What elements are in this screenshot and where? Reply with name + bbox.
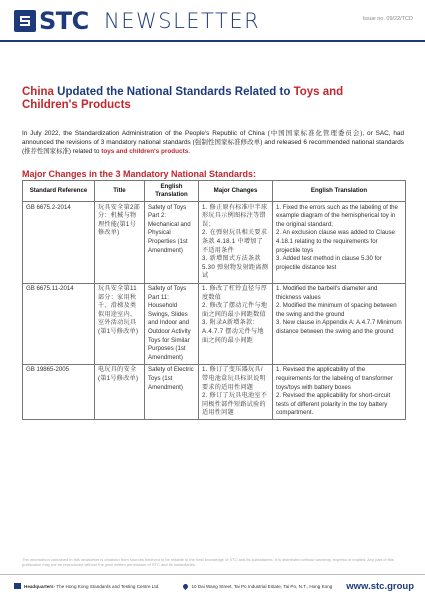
stc-logo [14,9,89,33]
location-pin-icon [182,582,189,589]
intro-text: In July 2022, the Standardization Administration of the People's Republic of China (中国国家标准化管理委员会), or SAC, had announced the revisions of 3 mandatory national standards (强制性国家标准修改单) and released 6 recommended national standards (推荐性国家标准) related to [22,130,404,156]
title-country: China [22,86,54,98]
website-link[interactable]: www.stc.group [346,580,414,592]
section-heading: Major Changes in the 3 Mandatory National Standards: [22,169,257,179]
footer-divider [0,574,425,575]
header-standard: Standard Reference [23,181,95,202]
title-subject: Toys and Children's Products [22,86,344,111]
hq-name: - The Hong Kong Standards and Testing Centre Ltd. [53,583,160,589]
header-english: English Translation [145,181,199,202]
intro-highlight: toys and children's products [101,148,189,156]
article-title [22,86,402,112]
intro-paragraph [22,129,404,156]
page-footer [14,580,414,592]
newsletter-header [0,0,425,42]
title-chinese: 玩具安全第2部分：机械与物理性能(第1号修改单) [95,202,145,283]
header-title: Title [95,181,145,202]
title-english: Safety of Toys Part 2: Mechanical and Physical Properties (1st Amendment) [145,202,199,283]
changes-chinese: 1. 修订了变压器玩具/带电池盒玩具标识说明要求的适用性问题 2. 修订了玩具电池室不同极性部件短路试验的适用性问题 [199,364,273,420]
issue-number: Issue no. 09/22/TCD [362,16,413,22]
changes-english: 1. Fixed the errors such as the labeling of the example diagram of the hemispherical toy in the original standard; 2. An exclusion clause was added to Clause 4.18.1 relating to the requirements for projectile toys 3. Added test method in clause 5.30 for projectile distance test [273,202,406,283]
title-english: Safety of Electric Toys (1st Amendment) [145,364,199,420]
header-changes: Major Changes [199,181,273,202]
intro-end: . [188,148,191,156]
standard-ref: GB 6675.11-2014 [23,283,95,364]
newsletter-label: NEWSLETTER [104,9,261,33]
changes-chinese: 1. 修改了杠铃直径与厚度数值 2. 修改了摆动元件与地面之间的最小间距数值 3. 附录A新增条款：A.4.7.7 摆动元件与地面之间的最小间距 [199,283,273,364]
table-header-row [23,181,406,202]
hq-address: 10 Dai Wang Street, Tai Po Industrial Estate, Tai Po, N.T., Hong Kong [191,583,333,589]
standard-ref: GB 19865-2005 [23,364,95,420]
changes-english: 1. Revised the applicability of the requirements for the labeling of transformer toys/toys with battery boxes 2. Revised the applicability for short-circuit tests of different polarity in the toy battery compartment. [273,364,406,420]
title-middle: Updated the National Standards Related to [53,86,294,98]
hq-label: Headquarters [24,583,54,589]
standard-ref: GB 6675.2-2014 [23,202,95,283]
standards-table [22,180,406,420]
title-chinese: 电玩具的安全(第1号修改单) [95,364,145,420]
title-chinese: 玩具安全第11部分：家用秋千、滑梯及类似用途室内、室外活动玩具(第1号修改单) [95,283,145,364]
disclaimer: The information contained in this newsletter is obtained from sources believed to be reliable to the best knowledge of STC and its subsidiaries. It is distributed without warranty, express or implied. Any part of this publication may not be reproduced without the prior written permission of STC and its subsidiaries. [22,557,394,567]
table-row [23,202,406,283]
building-icon [14,583,21,589]
stc-mark-icon [14,10,36,32]
table-row [23,364,406,420]
header-changes-english: English Translation [273,181,406,202]
header-divider [0,40,425,42]
changes-english: 1. Modified the barbell's diameter and thickness values 2. Modified the minimum of spacing between the swing and the ground 3. New clause in Appendix A: A.4.7.7 Minimum distance between the swing and the ground [273,283,406,364]
title-english: Safety of Toys Part 11: Household Swings, Slides and Indoor and Outdoor Activity Toys for Similar Purposes (1st Amendment) [145,283,199,364]
table-row [23,283,406,364]
logo-text: STC [39,7,89,35]
changes-chinese: 1. 修正原有标准中半球形玩具示例图标注等错误； 2. 在弹射玩具相关要求条款 4.18.1 中增加了不适用条件 3. 新增图式方法条款5.30 弹射物发射距离测试 [199,202,273,283]
